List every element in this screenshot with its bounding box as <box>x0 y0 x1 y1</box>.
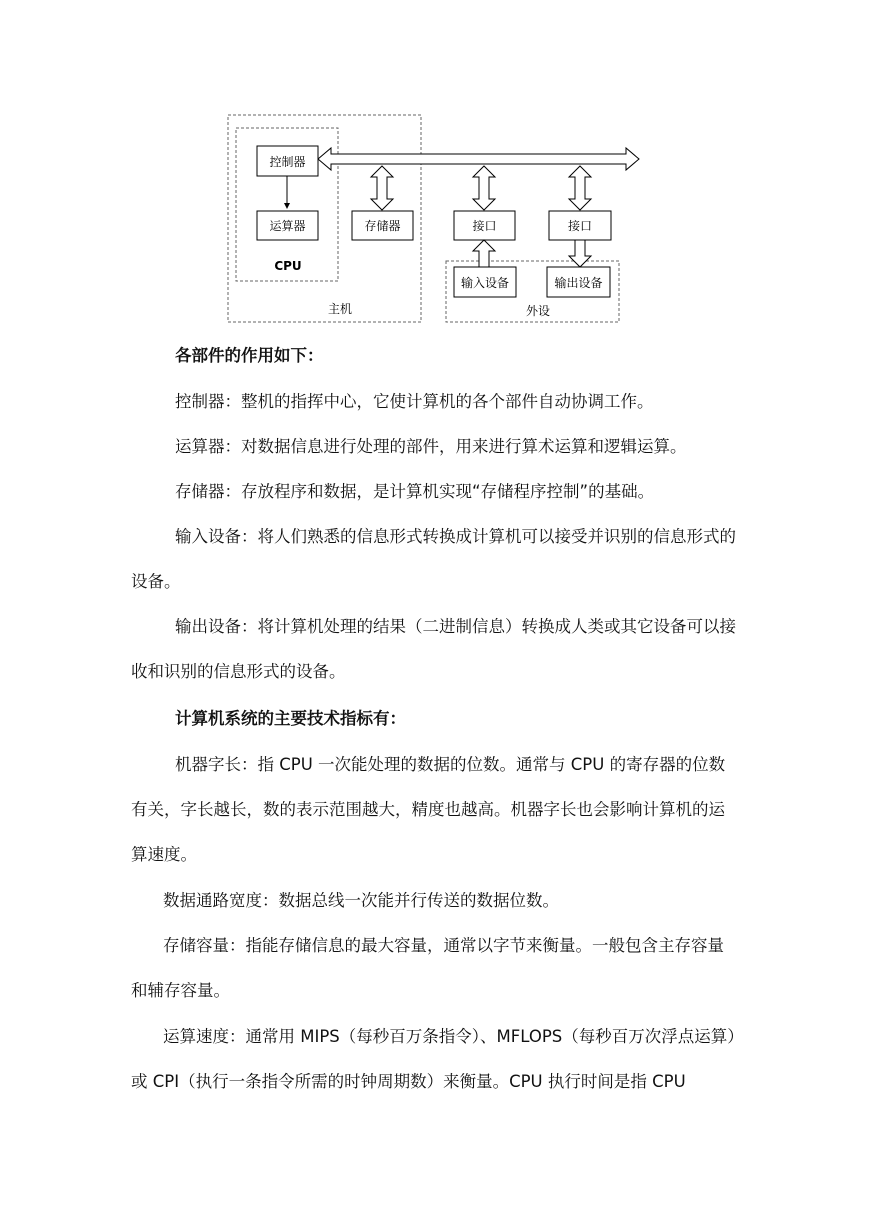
heading-metrics: 计算机系统的主要技术指标有： <box>175 709 406 728</box>
input-device-label: 输入设备 <box>460 276 510 290</box>
paragraph-output-device: 输出设备：将计算机处理的结果（二进制信息）转换成人类或其它设备可以接收和识别的信息形式的设备。 <box>131 617 736 681</box>
host-label: 主机 <box>327 302 353 316</box>
controller-label: 控制器 <box>269 155 306 169</box>
bus-interface1-arrow <box>473 166 495 210</box>
computer-architecture-diagram <box>0 0 869 340</box>
interface1-label: 接口 <box>472 219 497 233</box>
input-to-interface-arrow <box>473 240 495 267</box>
paragraph-bus-width: 数据通路宽度：数据总线一次能并行传送的数据位数。 <box>163 891 559 910</box>
bus-memory-arrow <box>371 166 393 210</box>
paragraph-word-length: 机器字长：指 CPU 一次能处理的数据的位数。通常与 CPU 的寄存器的位数有关，字长越长，数的表示范围越大，精度也越高。机器字长也会影响计算机的运算速度。 <box>131 755 726 864</box>
memory-label: 存储器 <box>364 219 401 233</box>
paragraph-controller: 控制器：整机的指挥中心，它使计算机的各个部件自动协调工作。 <box>175 392 654 411</box>
output-device-label: 输出设备 <box>554 276 603 290</box>
alu-label: 运算器 <box>269 219 306 233</box>
paragraph-memory: 存储器：存放程序和数据，是计算机实现“存储程序控制”的基础。 <box>175 482 655 501</box>
interface-to-output-arrow <box>569 240 591 267</box>
cpu-label: CPU <box>274 259 302 273</box>
paragraph-alu: 运算器：对数据信息进行处理的部件，用来进行算术运算和逻辑运算。 <box>175 437 687 456</box>
bus-interface2-arrow <box>569 166 591 210</box>
interface2-label: 接口 <box>567 219 593 233</box>
system-bus-arrow <box>318 148 639 170</box>
paragraph-input-device: 输入设备：将人们熟悉的信息形式转换成计算机可以接受并识别的信息形式的设备。 <box>131 527 736 591</box>
paragraph-computing-speed: 运算速度：通常用 MIPS（每秒百万条指令）、MFLOPS（每秒百万次浮点运算）或 CPI（执行一条指令所需的时钟周期数）来衡量。CPU 执行时间是指 CPU <box>131 1027 736 1091</box>
paragraph-storage-capacity: 存储容量：指能存储信息的最大容量，通常以字节来衡量。一般包含主存容量和辅存容量。 <box>131 936 724 1000</box>
heading-components: 各部件的作用如下： <box>175 346 324 365</box>
peripheral-label: 外设 <box>525 304 551 318</box>
